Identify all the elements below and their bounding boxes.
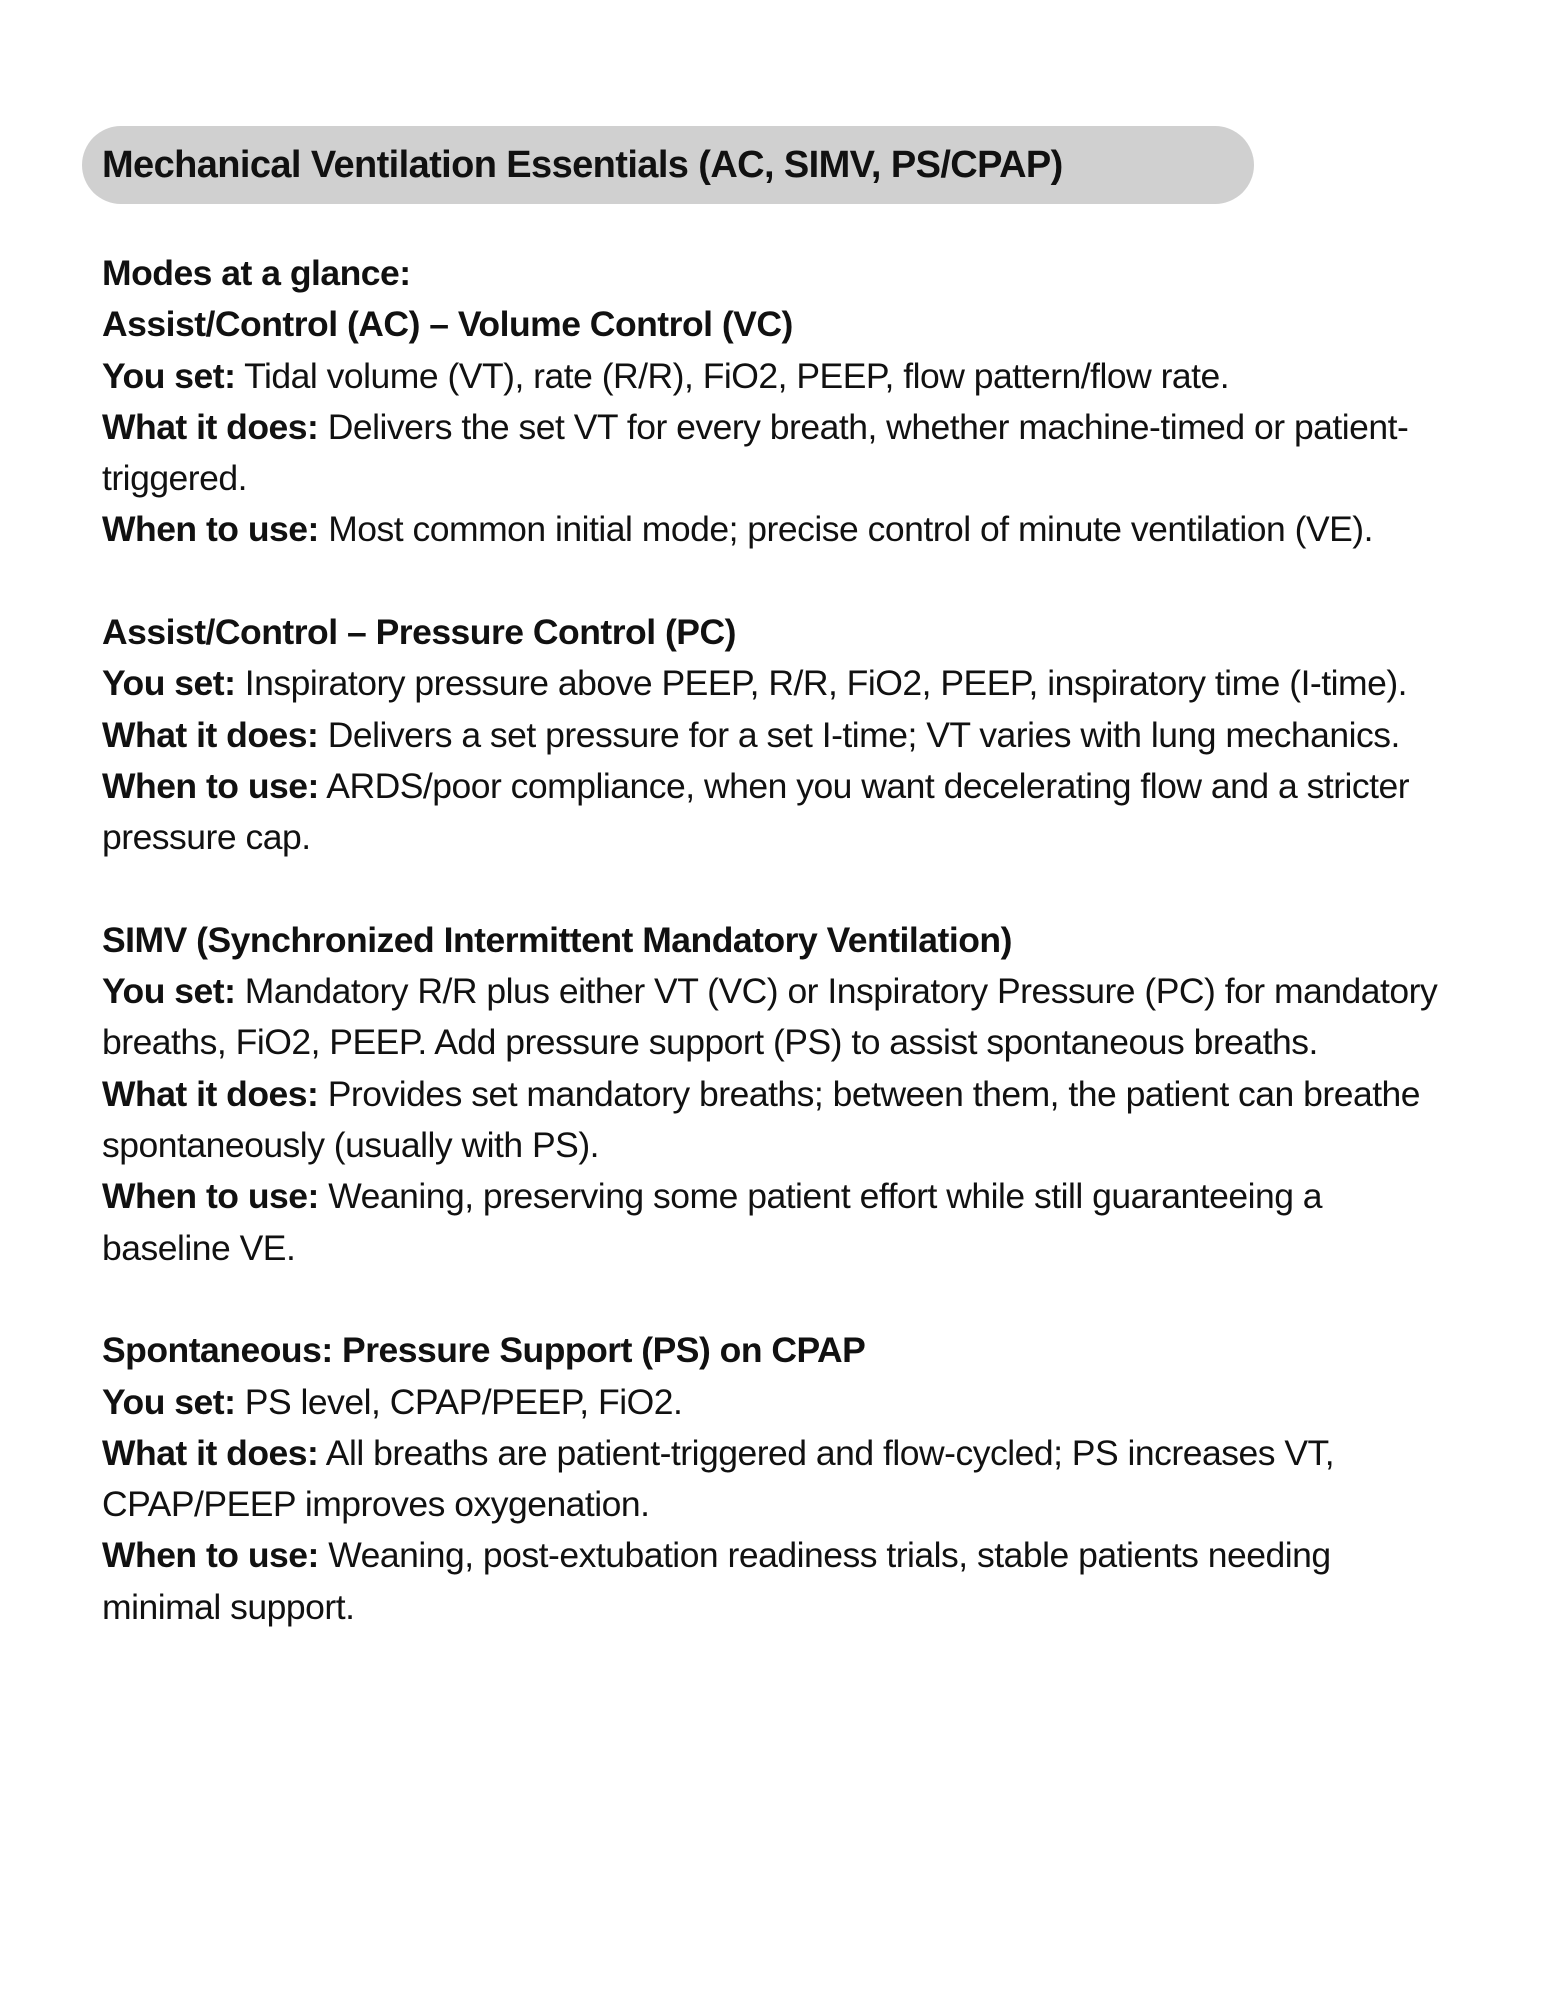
when-to-use-value: Most common initial mode; precise control of minute ventilation (VE). <box>328 509 1373 550</box>
when-to-use-value: Weaning, post-extubation readiness trials, stable patients needing minimal support. <box>102 1535 1331 1627</box>
section-ac-vc <box>102 248 1442 556</box>
document-body <box>102 248 1442 1633</box>
you-set-value: Mandatory R/R plus either VT (VC) or Inspiratory Pressure (PC) for mandatory breaths, FiO2, PEEP. Add pressure support (PS) to assist spontaneous breaths. <box>102 971 1438 1063</box>
what-it-does-row <box>102 402 1442 505</box>
section-ps-cpap <box>102 1325 1442 1633</box>
section-simv <box>102 915 1442 1274</box>
what-it-does-value: Provides set mandatory breaths; between them, the patient can breathe spontaneously (usually with PS). <box>102 1073 1421 1166</box>
you-set-label: You set: <box>102 971 236 1012</box>
what-it-does-label: What it does: <box>102 1073 319 1114</box>
when-to-use-value: Weaning, preserving some patient effort while still guaranteeing a baseline VE. <box>102 1176 1323 1268</box>
you-set-label: You set: <box>102 1381 236 1422</box>
section-heading: Spontaneous: Pressure Support (PS) on CPAP <box>102 1330 866 1371</box>
what-it-does-label: What it does: <box>102 714 319 755</box>
when-to-use-value: ARDS/poor compliance, when you want decelerating flow and a stricter pressure cap. <box>102 765 1410 858</box>
when-to-use-label: When to use: <box>102 1535 319 1576</box>
intro-heading: Modes at a glance: <box>102 253 411 293</box>
you-set-value: PS level, CPAP/PEEP, FiO2. <box>244 1381 683 1422</box>
when-to-use-label: When to use: <box>102 509 319 550</box>
you-set-row <box>102 1377 1442 1428</box>
section-heading: Assist/Control – Pressure Control (PC) <box>102 612 736 653</box>
section-ac-pc <box>102 607 1442 863</box>
what-it-does-label: What it does: <box>102 406 319 447</box>
what-it-does-row <box>102 1069 1442 1172</box>
page-title: Mechanical Ventilation Essentials (AC, SIMV, PS/CPAP) <box>102 143 1063 186</box>
what-it-does-value: Delivers the set VT for every breath, whether machine-timed or patient-triggered. <box>102 406 1409 499</box>
you-set-value: Tidal volume (VT), rate (R/R), FiO2, PEEP, flow pattern/flow rate. <box>244 355 1230 396</box>
you-set-label: You set: <box>102 355 236 396</box>
section-heading: Assist/Control (AC) – Volume Control (VC) <box>102 304 793 345</box>
when-to-use-row <box>102 1530 1442 1633</box>
you-set-row <box>102 966 1442 1069</box>
section-heading: SIMV (Synchronized Intermittent Mandatory Ventilation) <box>102 919 1012 960</box>
when-to-use-row <box>102 1171 1442 1274</box>
what-it-does-value: Delivers a set pressure for a set I-time; VT varies with lung mechanics. <box>327 714 1400 755</box>
you-set-value: Inspiratory pressure above PEEP, R/R, FiO2, PEEP, inspiratory time (I-time). <box>244 663 1408 704</box>
title-banner <box>82 126 1254 204</box>
what-it-does-row <box>102 1428 1442 1531</box>
when-to-use-label: When to use: <box>102 765 319 806</box>
when-to-use-row <box>102 761 1442 864</box>
you-set-row <box>102 658 1442 709</box>
you-set-label: You set: <box>102 663 236 704</box>
when-to-use-row <box>102 504 1442 555</box>
what-it-does-value: All breaths are patient-triggered and flow-cycled; PS increases VT, CPAP/PEEP improves oxygenation. <box>102 1432 1335 1525</box>
what-it-does-label: What it does: <box>102 1432 319 1473</box>
you-set-row <box>102 351 1442 402</box>
what-it-does-row <box>102 710 1442 761</box>
when-to-use-label: When to use: <box>102 1176 319 1217</box>
